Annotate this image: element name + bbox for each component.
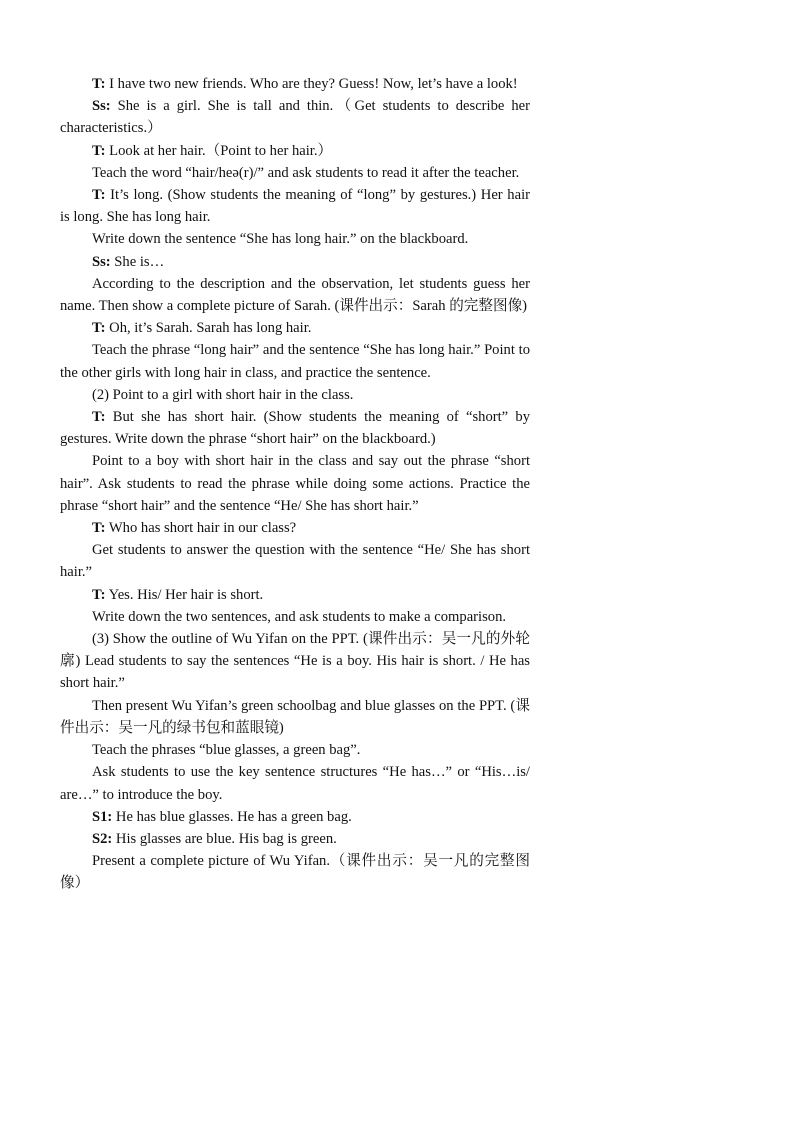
paragraph-11 — [60, 384, 530, 406]
speaker-label: T: — [92, 187, 106, 204]
paragraph-text: According to the description and the observation, let students guess her name. Then show a complete picture of Sarah. (课件出示：Sarah 的完整图像) — [60, 275, 530, 315]
speaker-label: S1: — [92, 808, 113, 825]
paragraph-text: But she has short hair. (Show students the meaning of “short” by gestures. Write down the phrase “short hair” on the blackboard.) — [60, 409, 530, 448]
paragraph-14 — [60, 517, 530, 539]
paragraph-5 — [60, 184, 530, 228]
paragraph-text: Teach the phrase “long hair” and the sentence “She has long hair.” Point to the other girls with long hair in class, and practice the sentence. — [60, 342, 530, 381]
paragraph-15 — [60, 539, 530, 583]
paragraph-2 — [60, 95, 530, 139]
speaker-label: T: — [92, 320, 106, 337]
speaker-label: T: — [92, 409, 106, 426]
lesson-body — [60, 73, 530, 895]
paragraph-text: Yes. His/ Her hair is short. — [105, 586, 264, 603]
paragraph-text: He has blue glasses. He has a green bag. — [112, 808, 352, 825]
paragraph-text: She is… — [110, 253, 165, 270]
paragraph-9 — [60, 317, 530, 339]
paragraph-text: Write down the sentence “She has long hair.” on the blackboard. — [92, 231, 469, 248]
speaker-label: T: — [92, 520, 106, 537]
speaker-label: Ss: — [92, 253, 111, 270]
paragraph-3 — [60, 140, 530, 162]
speaker-label: T: — [92, 586, 106, 603]
paragraph-text: Teach the phrases “blue glasses, a green bag”. — [92, 742, 361, 759]
paragraph-text: It’s long. (Show students the meaning of “long” by gestures.) Her hair is long. She has long hair. — [60, 187, 530, 226]
paragraph-text: Look at her hair.（Point to her hair.） — [105, 142, 333, 159]
paragraph-text: (2) Point to a girl with short hair in the class. — [92, 386, 354, 403]
paragraph-text: Point to a boy with short hair in the class and say out the phrase “short hair”. Ask students to read the phrase while doing some actions. Practice the phrase “short hair” and the sentence “He/ She has short hair.” — [60, 453, 530, 514]
paragraph-text: Then present Wu Yifan’s green schoolbag and blue glasses on the PPT. (课件出示：吴一凡的绿书包和蓝眼镜) — [60, 697, 530, 736]
paragraph-10 — [60, 339, 530, 383]
paragraph-text: Teach the word “hair/heə(r)/” and ask students to read it after the teacher. — [92, 164, 520, 181]
paragraph-19 — [60, 695, 530, 739]
paragraph-text: Oh, it’s Sarah. Sarah has long hair. — [105, 320, 312, 337]
paragraph-24 — [60, 850, 530, 894]
paragraph-7 — [60, 251, 530, 273]
paragraph-6 — [60, 228, 530, 250]
speaker-label: T: — [92, 142, 106, 159]
paragraph-text: Present a complete picture of Wu Yifan.（课件出示：吴一凡的完整图像） — [60, 853, 530, 892]
paragraph-text: Get students to answer the question with the sentence “He/ She has short hair.” — [60, 542, 530, 581]
paragraph-22 — [60, 806, 530, 828]
paragraph-1 — [60, 73, 530, 95]
paragraph-8 — [60, 273, 530, 317]
paragraph-17 — [60, 606, 530, 628]
paragraph-16 — [60, 584, 530, 606]
speaker-label: Ss: — [92, 98, 111, 115]
speaker-label: T: — [92, 76, 106, 92]
paragraph-20 — [60, 739, 530, 761]
paragraph-text: Write down the two sentences, and ask students to make a comparison. — [92, 608, 507, 625]
paragraph-text: His glasses are blue. His bag is green. — [112, 830, 337, 847]
paragraph-4 — [60, 162, 530, 184]
speaker-label: S2: — [92, 830, 113, 847]
paragraph-18 — [60, 628, 530, 695]
paragraph-text: I have two new friends. Who are they? Guess! Now, let’s have a look! — [105, 76, 518, 92]
paragraph-21 — [60, 761, 530, 805]
paragraph-13 — [60, 450, 530, 517]
paragraph-23 — [60, 828, 530, 850]
paragraph-text: Ask students to use the key sentence structures “He has…” or “His…is/ are…” to introduce the boy. — [60, 764, 530, 803]
paragraph-text: (3) Show the outline of Wu Yifan on the PPT. (课件出示：吴一凡的外轮廓) Lead students to say the sentences “He is a boy. His hair is short. / He has short hair.” — [60, 631, 530, 692]
paragraph-12 — [60, 406, 530, 450]
paragraph-text: She is a girl. She is tall and thin.（Get students to describe her characteristics.） — [60, 98, 530, 137]
paragraph-text: Who has short hair in our class? — [105, 520, 297, 537]
